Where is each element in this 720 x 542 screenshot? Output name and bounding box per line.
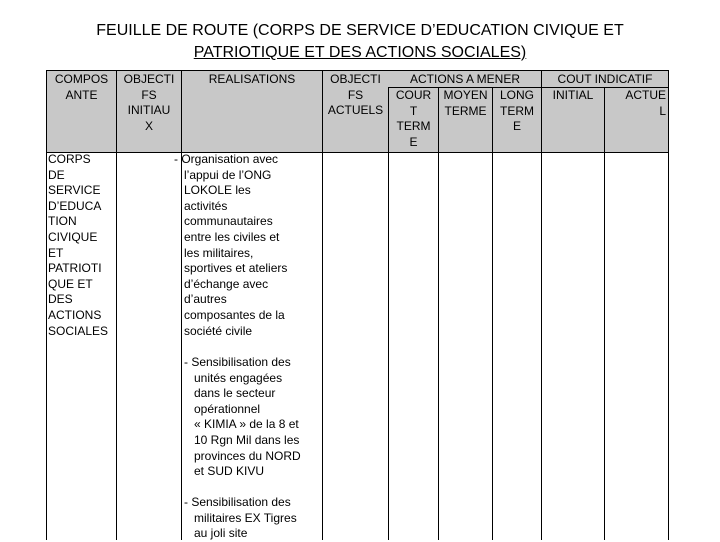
grid-line: [46, 152, 668, 153]
grid-line: [46, 70, 47, 540]
realisation-item: - Organisation avec l’appui de l’ONG LOKOLE les activités communautaires entre les civiles et les militaires, sportives et ateliers d’échange avec d’autres composantes de la société civile: [174, 152, 288, 338]
title-line-2: PATRIOTIQUE ET DES ACTIONS SOCIALES): [193, 44, 527, 61]
header-long-terme: LONG TERM E: [499, 88, 534, 134]
title-line-1: FEUILLE DE ROUTE (CORPS DE SERVICE D’EDUCATION CIVIQUE ET: [96, 22, 624, 39]
grid-line: [604, 87, 605, 540]
grid-line: [492, 87, 493, 540]
grid-line: [438, 87, 439, 540]
realisation-item: - Sensibilisation des militaires EX Tigres au joli site: [184, 495, 297, 541]
cell-composante: CORPS DE SERVICE D’EDUCA TION CIVIQUE ET PATRIOTI QUE ET DES ACTIONS SOCIALES: [48, 152, 109, 338]
grid-line: [322, 70, 323, 540]
grid-line: [388, 87, 389, 540]
grid-line: [181, 70, 182, 540]
document-title: [0, 20, 720, 64]
grid-line: [116, 70, 117, 540]
header-actuel: ACTUE L: [625, 88, 666, 118]
realisation-item: - Sensibilisation des unités engagées dans le secteur opérationnel « KIMIA » de la 8 et 10 Rgn Mil dans les provinces du NORD et SUD KIVU: [184, 355, 301, 479]
grid-line: [46, 70, 668, 71]
header-actions-a-mener: ACTIONS A MENER: [409, 72, 521, 86]
header-objectifs-actuels: OBJECTI FS ACTUELS: [327, 72, 384, 118]
header-realisations: REALISATIONS: [208, 72, 296, 86]
header-court-terme: COUR T TERM E: [395, 88, 432, 149]
header-objectifs-initiaux: OBJECTI FS INITIAU X: [123, 72, 175, 133]
header-initial: INITIAL: [552, 88, 594, 102]
grid-line: [668, 70, 669, 540]
grid-line: [541, 70, 542, 540]
header-cout-indicatif: COUT INDICATIF: [557, 72, 653, 86]
header-composante: COMPOS ANTE: [54, 72, 109, 102]
header-moyen-terme: MOYEN TERME: [443, 88, 488, 118]
